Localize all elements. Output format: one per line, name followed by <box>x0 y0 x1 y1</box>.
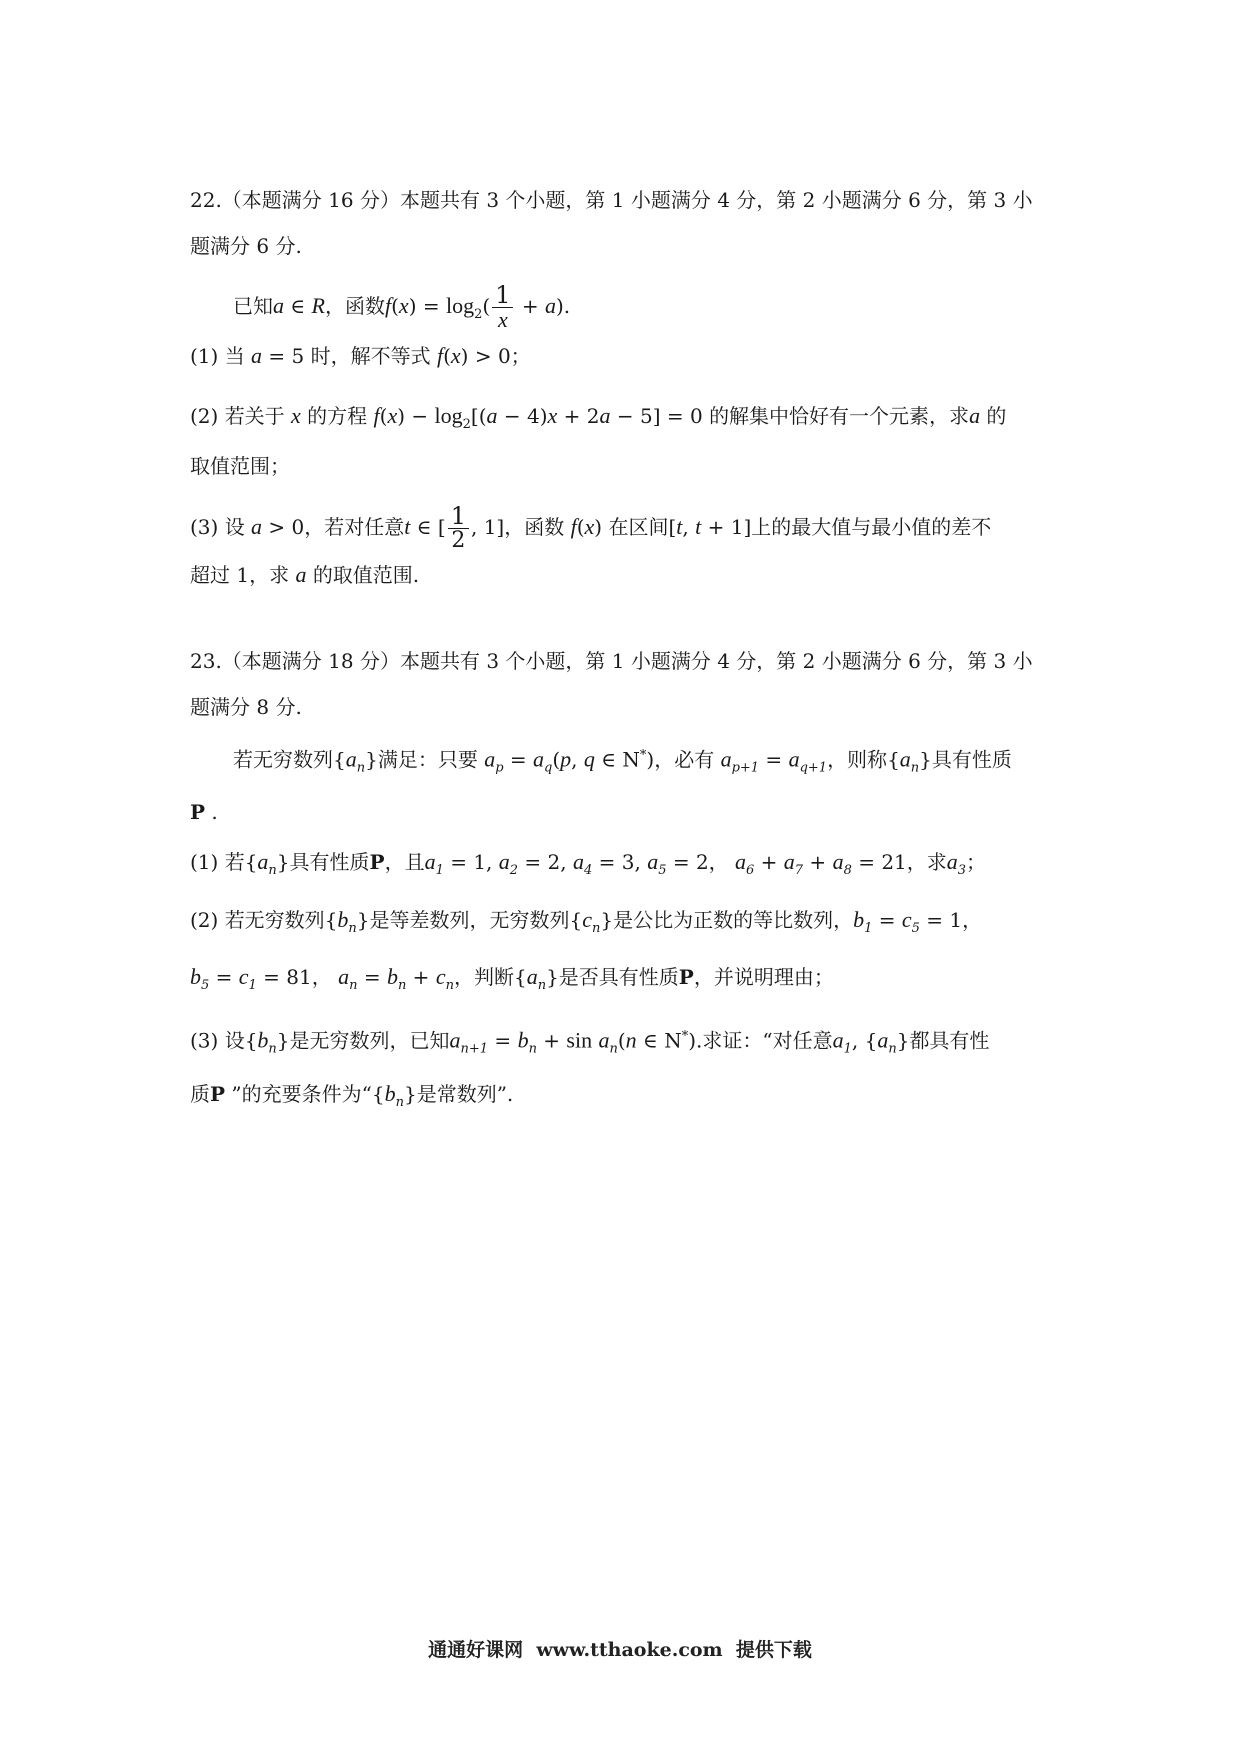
q22-header-cont: 题满分 6 分. <box>190 234 302 258</box>
q23-sub2-cont: $b_5 = c_1 = 81$， $a_n = b_n + c_n$，判断$\{a_n\}$是否具有性质P，并说明理由； <box>190 964 834 993</box>
q22-sub1: (1) 当 a = 5 时，解不等式 f(x) > 0； <box>190 343 531 368</box>
q23-definition-cont: P . <box>190 800 218 824</box>
q22-given: 已知a ∈ R，函数$f(x) = \log_2$( $\frac{1}{x}$ + a). <box>233 281 571 332</box>
q23-header: 23.（本题满分 18 分）本题共有 3 个小题，第 1 小题满分 4 分，第 2 小题满分 6 分，第 3 小 <box>190 649 1033 673</box>
footer-download-note: 提供下载 <box>735 1639 812 1661</box>
q23-definition: 若无穷数列$\{a_n\}$满足：只要 $a_p = a_q(p$, q ∈ N*)，必有 $a_{p+1} = a_{q+1}$，则称$\{a_n\}$具有性质 <box>233 746 1012 776</box>
q23-header-cont: 题满分 8 分. <box>190 695 302 719</box>
q22-sub3: (3) 设 a > 0，若对任意t ∈ [ $\frac{1}{2}$ , 1]，函数 f(x) 在区间[t, t + 1]上的最大值与最小值的差不 <box>190 502 992 553</box>
q22-sub2-cont: 取值范围； <box>190 454 290 478</box>
footer-url[interactable]: www.tthaoke.com <box>536 1639 723 1661</box>
fraction-one-half: $\frac{1}{2}$ <box>448 504 469 553</box>
fraction-one-over-x: $\frac{1}{x}$ <box>492 283 513 332</box>
q23-sub3-cont: 质P ”的充要条件为“$\{b_n\}$是常数列”. <box>190 1081 514 1110</box>
footer-site-name: 通通好课网 <box>428 1639 524 1661</box>
q22-sub3-cont: 超过 1，求 a 的取值范围. <box>190 562 420 587</box>
q22-sub2: (2) 若关于 x 的方程 $f(x) - \log_2[(a - 4)x + 2a - 5] = 0$ 的解集中恰好有一个元素，求a 的 <box>190 403 1007 432</box>
page-footer <box>0 1635 1240 1662</box>
q23-sub2: (2) 若无穷数列$\{b_n\}$是等差数列，无穷数列$\{c_n\}$是公比为正数的等比数列，$b_1 = c_5 = 1$， <box>190 907 983 936</box>
q23-sub1: (1) 若$\{a_n\}$具有性质P，且$a_1 = 1$, $a_2 = 2$, $a_4 = 3$, $a_5 = 2$， $a_6 + a_7 + a_8 = 21$，求$a_3$； <box>190 849 987 878</box>
q23-sub3: (3) 设$\{b_n\}$是无穷数列，已知$a_{n+1} = b_n + \sin a_n(n$ ∈ N*).求证：“对任意$a_1$, $\{a_n\}$都具有性 <box>190 1027 990 1057</box>
q22-header: 22.（本题满分 16 分）本题共有 3 个小题，第 1 小题满分 4 分，第 2 小题满分 6 分，第 3 小 <box>190 188 1033 212</box>
